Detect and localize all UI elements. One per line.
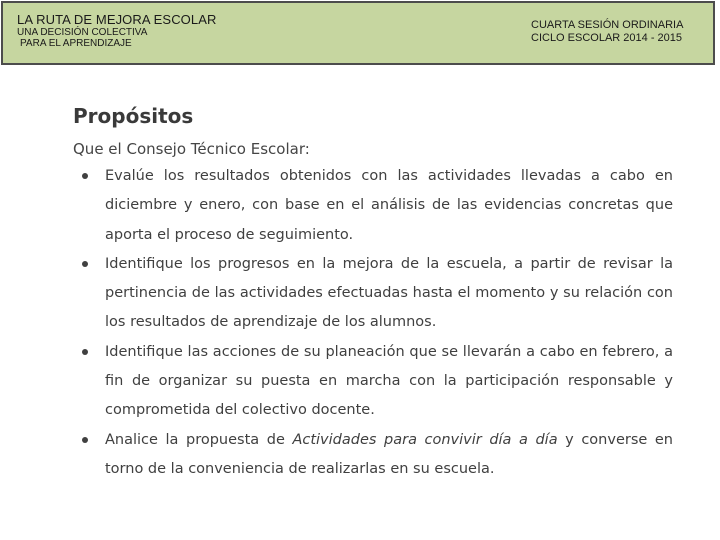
bullet-icon — [82, 437, 88, 443]
section-intro: Que el Consejo Técnico Escolar: — [73, 140, 310, 158]
header-banner — [1, 1, 715, 65]
list-item-text-after: y converse en torno de la conveniencia de realizarlas en su escuela. — [105, 431, 673, 477]
section-title: Propósitos — [73, 104, 194, 128]
list-item-text-before: Analice la propuesta de — [105, 431, 293, 448]
purposes-section — [73, 104, 673, 484]
list-item-text: Identifique los progresos en la mejora de la escuela, a partir de revisar la pertinencia de las actividades efectuadas hasta el momento y su relación con los resultados de aprendizaje de los alumnos. — [105, 255, 673, 331]
bullet-icon — [82, 261, 88, 267]
header-subtitle-line1: UNA DECISIÓN COLECTIVA — [17, 27, 148, 38]
list-item — [73, 250, 673, 338]
header-cycle: CICLO ESCOLAR 2014 - 2015 — [531, 32, 683, 44]
header-title: LA RUTA DE MEJORA ESCOLAR — [17, 12, 217, 27]
list-item-text: Identifique las acciones de su planeación que se llevarán a cabo en febrero, a fin de organizar su puesta en marcha con la participación responsable y comprometida del colectivo docente. — [105, 343, 673, 419]
header-session: CUARTA SESIÓN ORDINARIA — [531, 19, 684, 31]
header-session-info — [531, 19, 683, 45]
header-subtitle — [17, 27, 147, 49]
list-item — [73, 162, 673, 250]
bullet-icon — [82, 349, 88, 355]
header-subtitle-line2: PARA EL APRENDIZAJE — [20, 38, 132, 49]
purposes-list — [73, 162, 673, 484]
list-item-text: Evalúe los resultados obtenidos con las actividades llevadas a cabo en diciembre y enero, con base en el análisis de las evidencias concretas que aporta el proceso de seguimiento. — [105, 168, 673, 243]
list-item — [73, 426, 673, 485]
list-item-text-italic: Actividades para convivir día a día — [292, 431, 558, 448]
list-item — [73, 338, 673, 426]
bullet-icon — [82, 173, 88, 179]
